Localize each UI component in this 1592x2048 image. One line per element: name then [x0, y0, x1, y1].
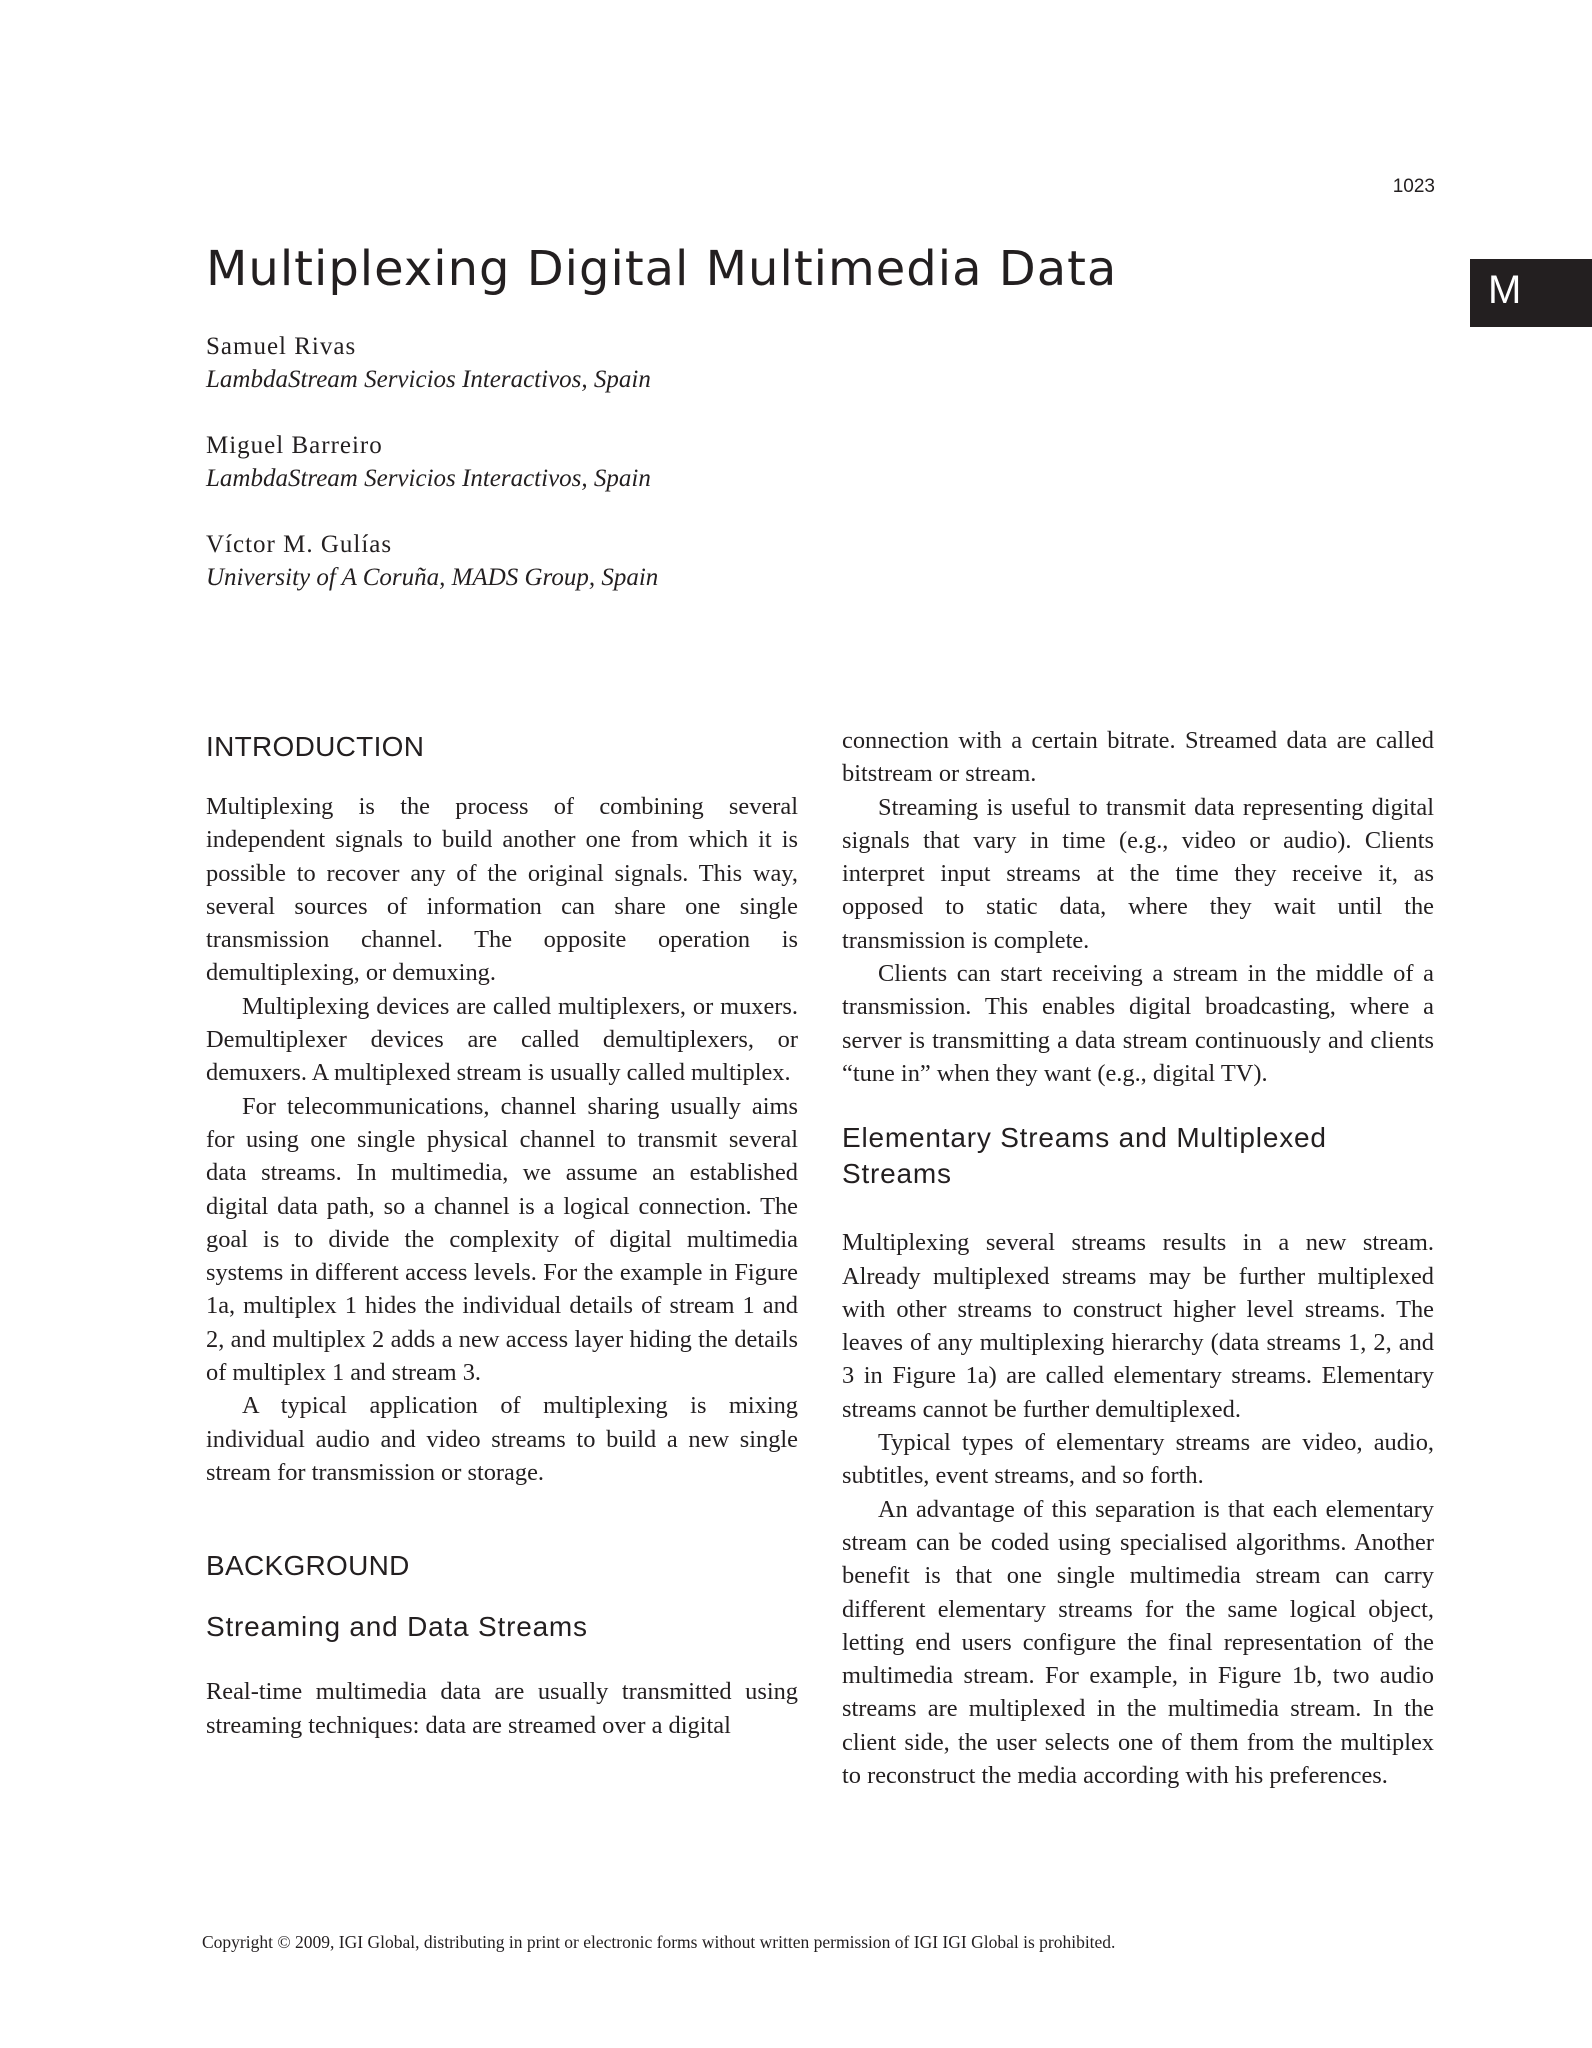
- introduction-heading: INTRODUCTION: [206, 731, 425, 762]
- body-paragraph: Multiplexing devices are called multiplexers, or muxers. Demultiplexer devices are called demultiplexers, or demuxers. A multiplexed stream is usually called multiplex.: [206, 992, 798, 1087]
- author-name: Víctor M. Gulías: [206, 531, 393, 558]
- author-name: Miguel Barreiro: [206, 432, 383, 459]
- body-paragraph: Real-time multimedia data are usually transmitted using streaming techniques: data are streamed over a digital: [206, 1678, 798, 1739]
- streaming-subheading: Streaming and Data Streams: [206, 1611, 588, 1643]
- author-block: [206, 528, 658, 594]
- author-affiliation: LambdaStream Servicios Interactivos, Spain: [206, 465, 651, 492]
- body-paragraph: An advantage of this separation is that each elementary stream can be coded using specialised algorithms. Another benefit is that one single multimedia stream can carry different elementary streams for the same logical object, letting end users configure the final representation of the multimedia stream. For example, in Figure 1b, two audio streams are multiplexed in the multimedia stream. In the client side, the user selects one of them from the multiplex to reconstruct the media according with his preferences.: [842, 1495, 1434, 1790]
- background-heading: BACKGROUND: [206, 1550, 410, 1582]
- article-title: Multiplexing Digital Multimedia Data: [206, 241, 1118, 297]
- body-paragraph: A typical application of multiplexing is mixing individual audio and video streams to build a new single stream for transmission or storage.: [206, 1392, 798, 1486]
- copyright-notice: Copyright © 2009, IGI Global, distributing in print or electronic forms without written permission of IGI IGI Global is prohibited.: [202, 1932, 1116, 1952]
- body-paragraph: Streaming is useful to transmit data representing digital signals that vary in time (e.g., video or audio). Clients interpret input streams at the time they receive it, as opposed to static data, where they wait until the transmission is complete.: [842, 793, 1434, 954]
- body-paragraph: Multiplexing several streams results in a new stream. Already multiplexed streams may be further multiplexed with other streams to construct higher level streams. The leaves of any multiplexing hierarchy (data streams 1, 2, and 3 in Figure 1a) are called elementary streams. Elementary streams cannot be further demultiplexed.: [842, 1229, 1434, 1423]
- body-paragraph: For telecommunications, channel sharing usually aims for using one single physical channel to transmit several data streams. In multimedia, we assume an established digital data path, so a channel is a logical connection. The goal is to divide the complexity of digital multimedia systems in different access levels. For the example in Figure 1a, multiplex 1 hides the individual details of stream 1 and 2, and multiplex 2 adds a new access layer hiding the details of multiplex 1 and stream 3.: [206, 1092, 798, 1387]
- page-number: 1023: [1392, 176, 1435, 197]
- body-paragraph: Multiplexing is the process of combining several independent signals to build another one from which it is possible to recover any of the original signals. This way, several sources of information can share one single transmission channel. The opposite operation is demultiplexing, or demuxing.: [206, 793, 798, 987]
- body-paragraph: connection with a certain bitrate. Streamed data are called bitstream or stream.: [842, 727, 1434, 788]
- author-affiliation: LambdaStream Servicios Interactivos, Spain: [206, 366, 651, 393]
- body-paragraph: Clients can start receiving a stream in the middle of a transmission. This enables digital broadcasting, where a server is transmitting a data stream continuously and clients “tune in” when they want (e.g., digital TV).: [842, 960, 1434, 1087]
- author-name: Samuel Rivas: [206, 333, 357, 360]
- left-column: [206, 724, 798, 1742]
- right-column: [842, 724, 1434, 1792]
- section-letter-tab: M: [1470, 259, 1592, 327]
- author-affiliation: University of A Coruña, MADS Group, Spain: [206, 564, 659, 591]
- author-block: [206, 330, 658, 396]
- body-paragraph: Typical types of elementary streams are video, audio, subtitles, event streams, and so forth.: [842, 1429, 1434, 1490]
- author-list: [206, 330, 658, 627]
- elementary-streams-subheading: Elementary Streams and Multiplexed Streams: [842, 1122, 1327, 1190]
- author-block: [206, 429, 658, 495]
